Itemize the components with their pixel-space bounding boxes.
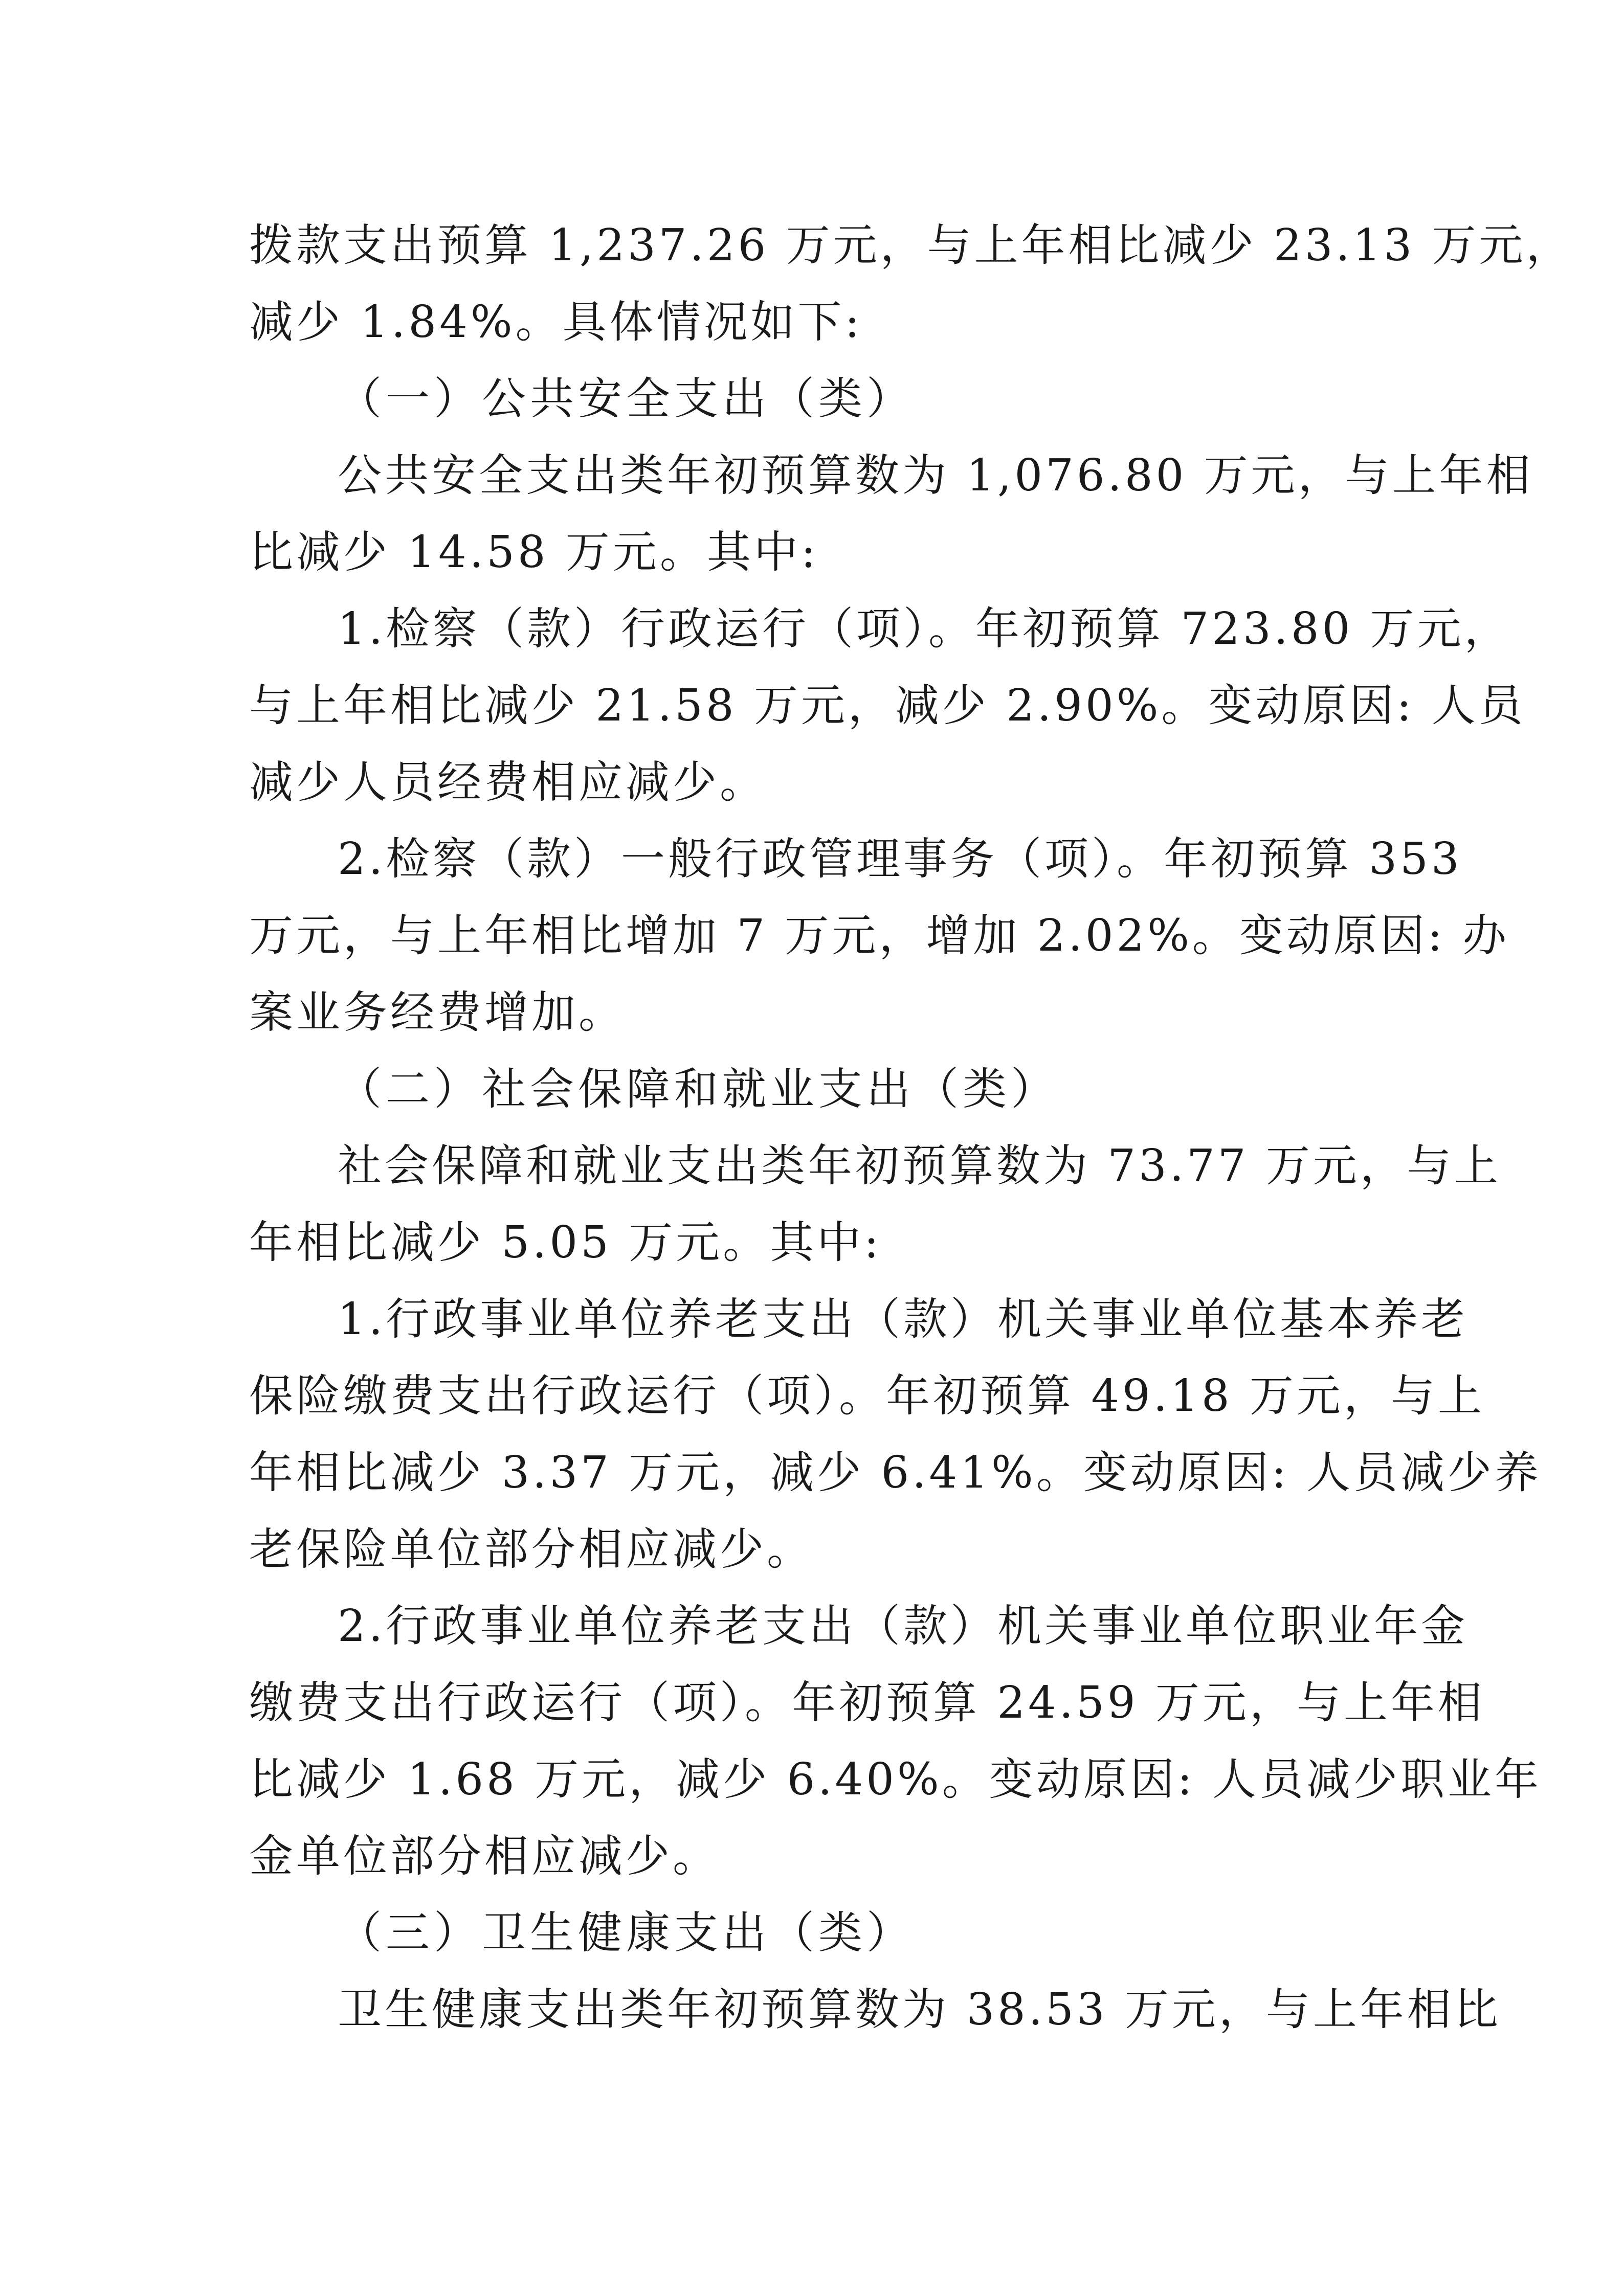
section-heading-1: （一）公共安全支出（类） (338, 373, 915, 424)
text-line-2: 减少 1.84%。具体情况如下: (249, 297, 863, 348)
text-line-14: 年相比减少 5.05 万元。其中: (249, 1217, 882, 1268)
text-line-22: 金单位部分相应减少。 (249, 1831, 720, 1882)
text-line-21: 比减少 1.68 万元，减少 6.40%。变动原因: 人员减少职业年 (249, 1754, 1542, 1805)
text-line-13: 社会保障和就业支出类年初预算数为 73.77 万元，与上 (338, 1140, 1501, 1191)
text-line-1: 拨款支出预算 1,237.26 万元，与上年相比减少 23.13 万元， (249, 220, 1573, 271)
text-line-5: 比减少 14.58 万元。其中: (249, 527, 819, 578)
text-line-24: 卫生健康支出类年初预算数为 38.53 万元，与上年相比 (338, 1984, 1501, 2035)
text-line-8: 减少人员经费相应减少。 (249, 757, 767, 808)
text-line-9: 2.检察（款）一般行政管理事务（项）。年初预算 353 (338, 834, 1462, 885)
text-line-6: 1.检察（款）行政运行（项）。年初预算 723.80 万元， (338, 603, 1511, 655)
text-line-7: 与上年相比减少 21.58 万元，减少 2.90%。变动原因: 人员 (249, 680, 1526, 731)
text-line-4: 公共安全支出类年初预算数为 1,076.80 万元，与上年相 (338, 450, 1533, 501)
text-line-17: 年相比减少 3.37 万元，减少 6.41%。变动原因: 人员减少养 (249, 1447, 1542, 1498)
text-line-10: 万元，与上年相比增加 7 万元，增加 2.02%。变动原因: 办 (249, 910, 1510, 961)
section-heading-3: （三）卫生健康支出（类） (338, 1907, 915, 1959)
text-line-11: 案业务经费增加。 (249, 987, 626, 1038)
text-line-19: 2.行政事业单位养老支出（款）机关事业单位职业年金 (338, 1601, 1469, 1652)
text-line-15: 1.行政事业单位养老支出（款）机关事业单位基本养老 (338, 1294, 1469, 1345)
text-line-18: 老保险单位部分相应减少。 (249, 1524, 814, 1575)
section-heading-2: （二）社会保障和就业支出（类） (338, 1064, 1059, 1115)
text-line-16: 保险缴费支出行政运行（项）。年初预算 49.18 万元，与上 (249, 1370, 1485, 1422)
text-line-20: 缴费支出行政运行（项）。年初预算 24.59 万元，与上年相 (249, 1677, 1485, 1728)
